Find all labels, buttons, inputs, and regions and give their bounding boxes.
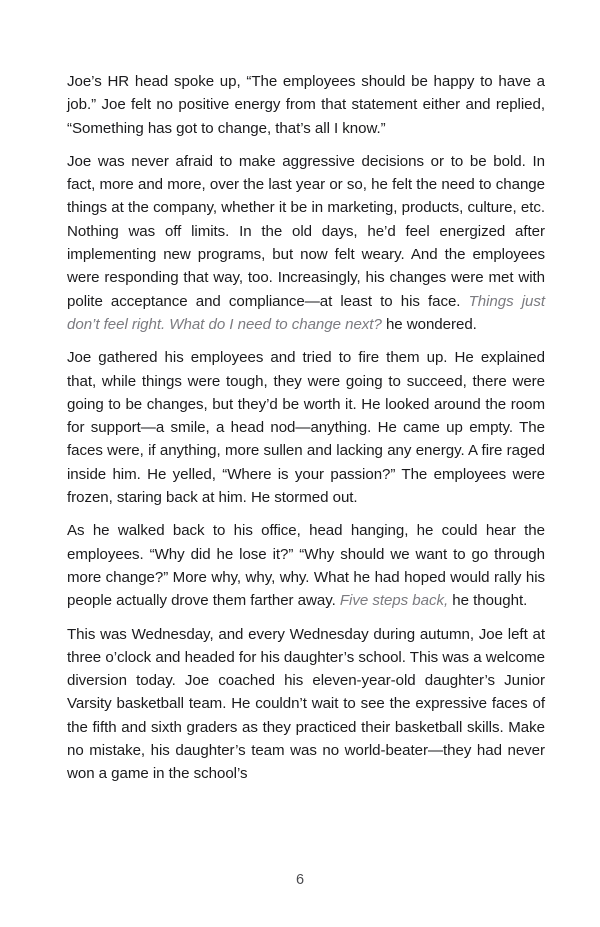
text-run: he wondered. xyxy=(381,315,477,333)
text-run: Joe was never afraid to make aggressive decisions or to be bold. In fact, more and more, over the last year or so, he felt the need to change things at the company, whether it be in marketing, products, culture, etc. Nothing was off limits. In the old days, he’d feel energized after implementing new programs, but now felt weary. And the employees were responding that way, too. Increasingly, his changes were met with polite acceptance and compliance—at least to his face. xyxy=(67,152,545,310)
page-number: 6 xyxy=(295,872,305,888)
inner-thought-run: Five steps back, xyxy=(339,592,449,610)
paragraph-1 xyxy=(67,70,545,140)
text-run: he thought. xyxy=(448,592,528,610)
paragraph-3 xyxy=(67,346,545,509)
text-run: As he walked back to his office, head hanging, he could hear the employees. “Why did he lose it?” “Why should we want to go through more change?” More why, why, why. What he had hoped would rally his people actually drove them farther away. xyxy=(67,522,545,610)
paragraph-5 xyxy=(67,623,545,786)
paragraph-4 xyxy=(67,519,545,612)
text-run: Joe’s HR head spoke up, “The employees should be happy to have a job.” Joe felt no positive energy from that statement either and replied, “Something has got to change, that’s all I know.” xyxy=(67,73,545,137)
text-run: Joe gathered his employees and tried to fire them up. He explained that, while things were tough, they were going to succeed, there were going to be changes, but they’d be worth it. He looked around the room for support—a smile, a head nod—anything. He came up empty. The faces were, if anything, more sullen and lacking any energy. A fire raged inside him. He yelled, “Where is your passion?” The employees were frozen, staring back at him. He stormed out. xyxy=(67,349,545,507)
text-run: This was Wednesday, and every Wednesday during autumn, Joe left at three o’clock and headed for his daughter’s school. This was a welcome diversion today. Joe coached his eleven-year-old daughter’s Junior Varsity basketball team. He couldn’t wait to see the expressive faces of the fifth and sixth graders as they practiced their basketball skills. Make no mistake, his daughter’s team was no world-beater—they had never won a game in the school’s xyxy=(67,625,545,783)
body-text-column xyxy=(67,70,545,786)
paragraph-2 xyxy=(67,150,545,336)
inner-thought-run: Things just don’t feel right. What do I need to change next? xyxy=(67,292,545,333)
